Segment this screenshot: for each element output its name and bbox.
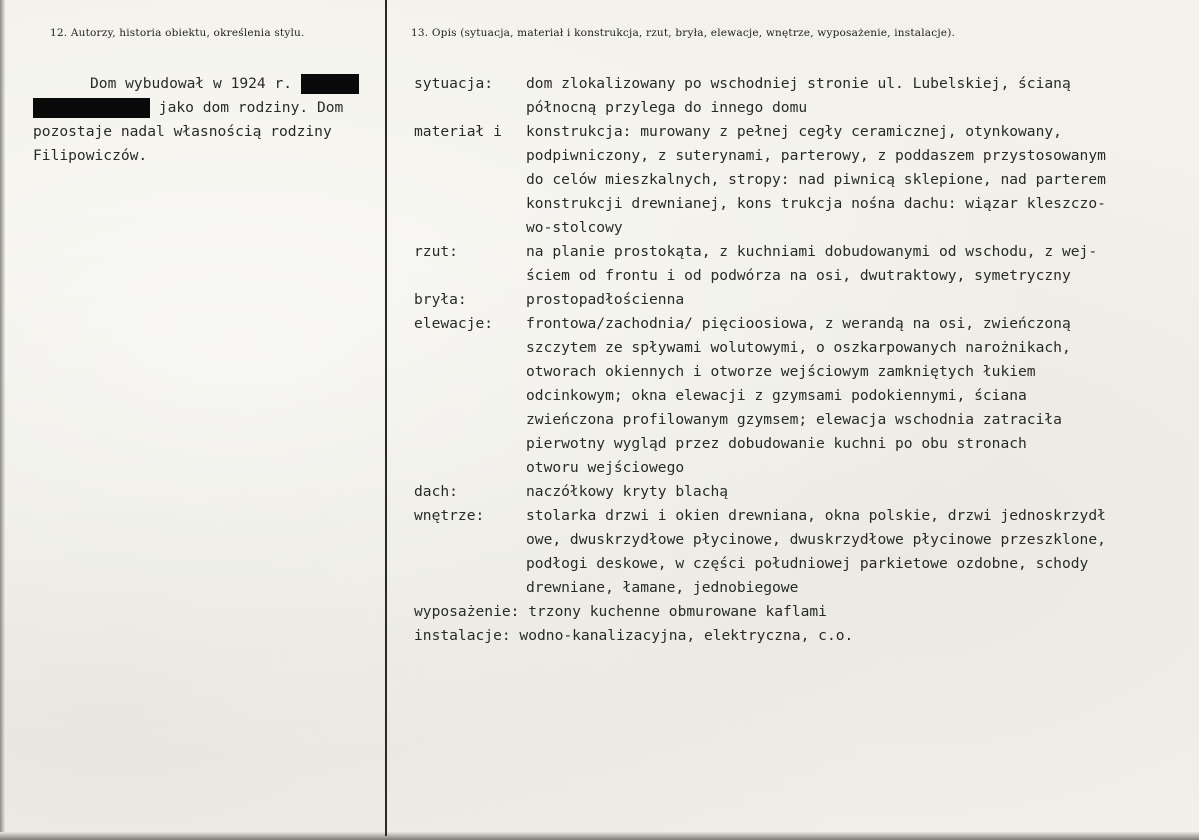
- label-dach: dach:: [414, 483, 458, 500]
- material-line: konstrukcji drewnianej, kons trukcja nośna dachu: wiązar kleszczo-: [526, 195, 1106, 212]
- elewacje-line: frontowa/zachodnia/ pięcioosiowa, z werandą na osi, zwieńczoną: [526, 315, 1071, 332]
- row-material: [414, 120, 1199, 240]
- page-edge-left: [0, 0, 5, 840]
- label-material: materiał i: [414, 123, 502, 140]
- elewacje-line: pierwotny wygląd przez dobudowanie kuchni po obu stronach: [526, 435, 1027, 452]
- row-wnetrze: [414, 504, 1199, 600]
- row-elewacje: [414, 312, 1199, 480]
- row-sytuacja: [414, 72, 1199, 120]
- redaction-block: [301, 74, 359, 94]
- elewacje-line: szczytem ze spływami wolutowymi, o oszkarpowanych narożnikach,: [526, 339, 1071, 356]
- elewacje-line: odcinkowym; okna elewacji z gzymsami podokiennymi, ściana: [526, 387, 1027, 404]
- row-instalacje: [414, 624, 1199, 648]
- label-rzut: rzut:: [414, 243, 458, 260]
- column-divider: [385, 0, 387, 836]
- material-line: podpiwniczony, z suterynami, parterowy, z poddaszem przystosowanym: [526, 147, 1106, 164]
- instalacje-line: instalacje: wodno-kanalizacyjna, elektryczna, c.o.: [414, 627, 854, 644]
- redaction-block: [33, 98, 150, 118]
- sytuacja-line: północną przylega do innego domu: [526, 99, 808, 116]
- wnetrze-line: stolarka drzwi i okien drewniana, okna polskie, drzwi jednoskrzydł: [526, 507, 1106, 524]
- rzut-line: na planie prostokąta, z kuchniami dobudowanymi od wschodu, z wej-: [526, 243, 1098, 260]
- elewacje-line: otworu wejściowego: [526, 459, 685, 476]
- label-wnetrze: wnętrze:: [414, 507, 485, 524]
- elewacje-line: zwieńczona profilowanym gzymsem; elewacja wschodnia zatraciła: [526, 411, 1062, 428]
- dach-line: naczółkowy kryty blachą: [526, 483, 729, 500]
- section-12-header: 12. Autorzy, historia obiektu, określenia stylu.: [50, 27, 305, 39]
- section-13-text: [414, 72, 1199, 648]
- history-line-3: pozostaje nadal własnością rodziny: [33, 123, 332, 140]
- row-rzut: [414, 240, 1199, 288]
- page-edge-bottom: [0, 832, 1199, 840]
- history-line-4: Filipowiczów.: [33, 147, 148, 164]
- wnetrze-line: podłogi deskowe, w części południowej parkietowe ozdobne, schody: [526, 555, 1089, 572]
- sytuacja-line: dom zlokalizowany po wschodniej stronie ul. Lubelskiej, ścianą: [526, 75, 1071, 92]
- bryla-line: prostopadłościenna: [526, 291, 685, 308]
- label-bryla: bryła:: [414, 291, 467, 308]
- row-bryla: [414, 288, 1199, 312]
- material-line: konstrukcja: murowany z pełnej cegły ceramicznej, otynkowany,: [526, 123, 1062, 140]
- rzut-line: ściem od frontu i od podwórza na osi, dwutraktowy, symetryczny: [526, 267, 1071, 284]
- label-sytuacja: sytuacja:: [414, 75, 494, 92]
- wnetrze-line: owe, dwuskrzydłowe płycinowe, dwuskrzydłowe płycinowe przeszklone,: [526, 531, 1106, 548]
- wnetrze-line: drewniane, łamane, jednobiegowe: [526, 579, 799, 596]
- elewacje-line: otworach okiennych i otworze wejściowym zamkniętych łukiem: [526, 363, 1036, 380]
- section-12-text: [33, 72, 385, 168]
- row-wyposazenie: [414, 600, 1199, 624]
- history-line-1: Dom wybudował w 1924 r.: [33, 72, 385, 96]
- section-13-header: 13. Opis (sytuacja, materiał i konstrukcja, rzut, bryła, elewacje, wnętrze, wyposażenie, instalacje).: [411, 27, 956, 39]
- row-dach: [414, 480, 1199, 504]
- material-line: do celów mieszkalnych, stropy: nad piwnicą sklepione, nad parterem: [526, 171, 1106, 188]
- material-line: wo-stolcowy: [526, 219, 623, 236]
- history-line-2: jako dom rodziny. Dom: [33, 96, 385, 120]
- label-elewacje: elewacje:: [414, 315, 494, 332]
- wyposazenie-line: wyposażenie: trzony kuchenne obmurowane kaflami: [414, 603, 827, 620]
